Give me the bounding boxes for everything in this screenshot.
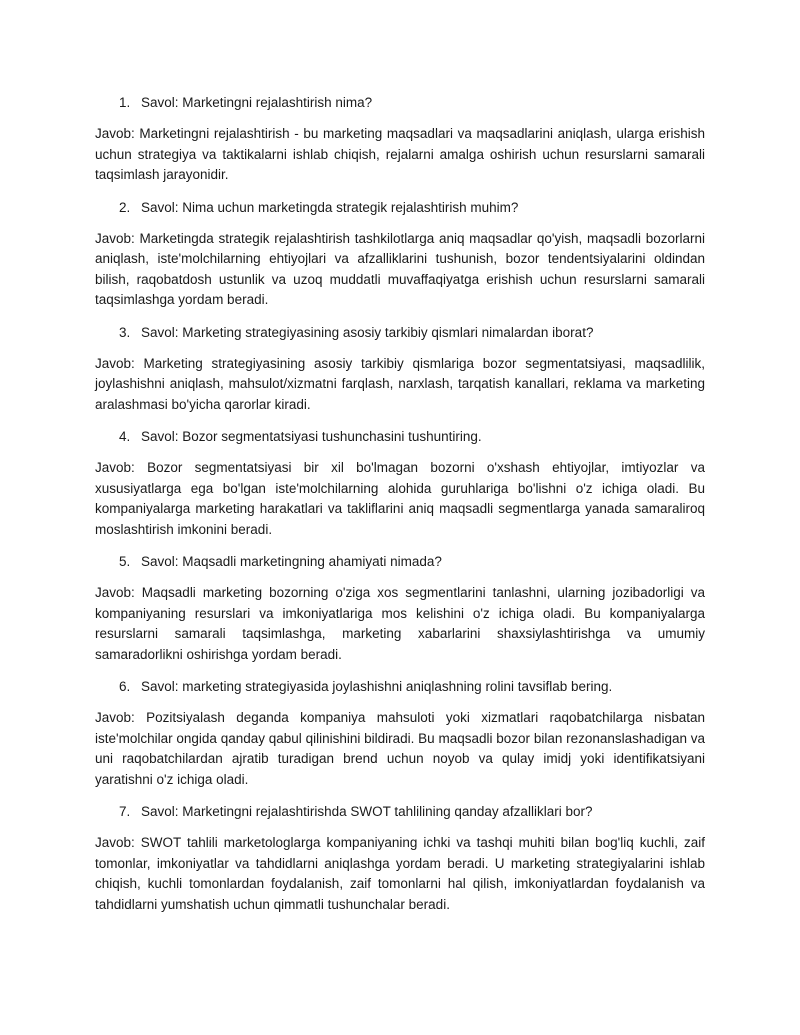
answer-paragraph: Javob: Marketingni rejalashtirish - bu marketing maqsadlari va maqsadlarini aniqlash, ularga erishish uchun strategiya va taktikalarni ishlab chiqish, rejalarni amalga oshirish uchun resurslarni samarali taqsimlash jarayonidir. [95, 126, 705, 182]
question-text: Savol: marketing strategiyasida joylashishni aniqlashning rolini tavsiflab bering. [141, 679, 613, 694]
question-text: Savol: Maqsadli marketingning ahamiyati nimada? [141, 554, 442, 569]
question-number: 4. [119, 429, 131, 444]
answer-paragraph: Javob: SWOT tahlili marketologlarga kompaniyaning ichki va tashqi muhiti bilan bog'liq kuchli, zaif tomonlar, imkoniyatlar va tahdidlarni aniqlashga yordam beradi. U marketing strategiyalarini ishlab chiqish, kuchli tomonlardan foydalanish, zaif tomonlarni hal qilish, imkoniyatlardan foydalanish va tahdidlarni yumshatish uchun qimmatli tushunchalar beradi. [95, 835, 705, 912]
question-text: Savol: Bozor segmentatsiyasi tushunchasini tushuntiring. [141, 429, 482, 444]
question-text: Savol: Marketingni rejalashtirish nima? [141, 95, 373, 110]
question-number: 6. [119, 679, 131, 694]
question-item [95, 323, 705, 342]
question-number: 3. [119, 324, 131, 340]
answer-paragraph: Javob: Maqsadli marketing bozorning o'ziga xos segmentlarini tanlashni, ularning jozibadorligi va kompaniyaning resurslari va imkoniyatlariga mos kelishini o'z ichiga oladi. Bu kompaniyalarga resurslarni samarali taqsimlashga, marketing xabarlarini shaxsiylashtirishga va umumiy samaradorlikni oshirishga yordam beradi. [95, 585, 705, 662]
question-number: 7. [119, 804, 131, 819]
answer-paragraph: Javob: Pozitsiyalash deganda kompaniya mahsuloti yoki xizmatlari raqobatchilarga nisbatan iste'molchilar ongida qanday qabul qilinishini bildiradi. Bu maqsadli bozor bilan rezonanslashadigan va uni raqobatchilardan ajratib turadigan brend uchun noyob va qulay imidj yoki identifikatsiyani yaratishni o'z ichiga oladi. [95, 710, 705, 787]
question-item [95, 677, 705, 696]
question-item [95, 427, 705, 446]
question-number: 5. [119, 554, 131, 569]
question-number: 1. [119, 95, 131, 110]
question-text: Savol: Nima uchun marketingda strategik rejalashtirish muhim? [141, 199, 519, 215]
answer-paragraph: Javob: Marketing strategiyasining asosiy tarkibiy qismlariga bozor segmentatsiyasi, maqsadlilik, joylashishni aniqlash, mahsulot/xizmatni farqlash, narxlash, tarqatish kanallari, reklama va marketing aralashmasi bo'yicha qarorlar kiradi. [95, 355, 705, 412]
question-item [95, 552, 705, 571]
question-item [95, 93, 705, 112]
question-number: 2. [119, 199, 131, 215]
qa-list [95, 93, 705, 927]
question-text: Savol: Marketingni rejalashtirishda SWOT tahlilining qanday afzalliklari bor? [141, 804, 593, 819]
question-item [95, 802, 705, 821]
question-text: Savol: Marketing strategiyasining asosiy tarkibiy qismlari nimalardan iborat? [141, 324, 594, 340]
question-item [95, 198, 705, 217]
answer-paragraph: Javob: Marketingda strategik rejalashtirish tashkilotlarga aniq maqsadlar qo'yish, maqsadli bozorlarni aniqlash, iste'molchilarning ehtiyojlari va afzalliklarini tushunish, bozor tendentsiyalarini oldindan bilish, raqobatdosh ustunlik va uzoq muddatli muvaffaqiyatga erishish uchun resurslarni samarali taqsimlashga yordam beradi. [95, 230, 705, 307]
answer-paragraph: Javob: Bozor segmentatsiyasi bir xil bo'lmagan bozorni o'xshash ehtiyojlar, imtiyozlar va xususiyatlarga ega bo'lgan iste'molchilarning alohida guruhlariga bo'lishni o'z ichiga oladi. Bu kompaniyalarga marketing harakatlari va takliflarini aniq maqsadli segmentlarga yanada samaraliroq moslashtirish imkonini beradi. [95, 460, 705, 537]
